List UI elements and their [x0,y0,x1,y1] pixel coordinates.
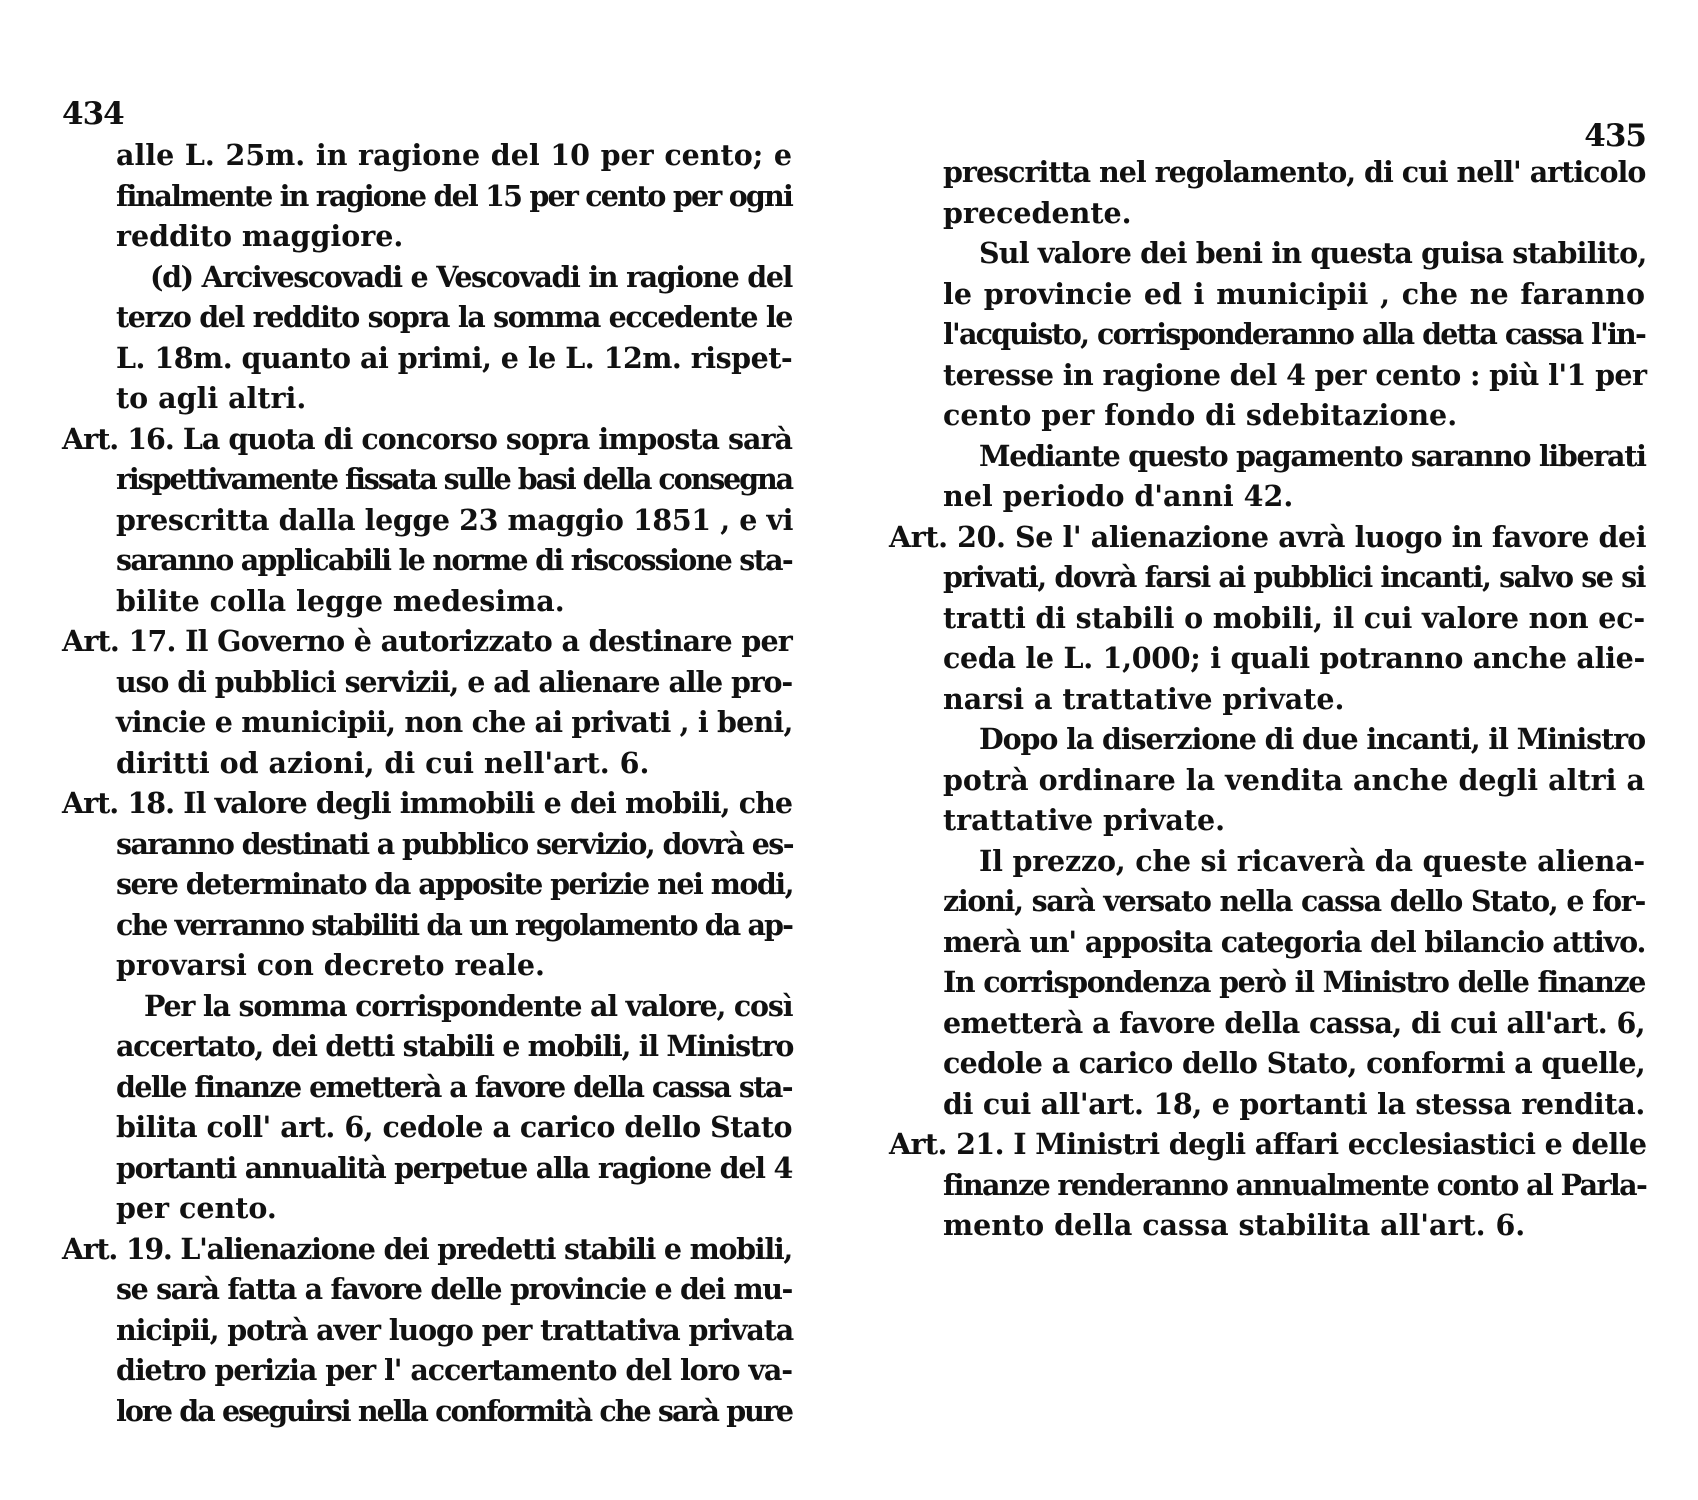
text-line: precedente. [943,195,1132,230]
text-line: diritti od azioni, di cui nell'art. 6. [116,745,650,780]
article-heading-line: Art. 20. Se l' alienazione avrà luogo in favore dei [889,519,1647,554]
text-line: vincie e municipii, non che ai privati , i beni, [116,705,793,739]
text-line: finalmente in ragione del 15 per cento per ogni [116,178,792,213]
text-line: saranno destinati a pubblico servizio, dovrà es- [116,826,793,861]
page-number: 434 [62,96,124,132]
text-line: terzo del reddito sopra la somma eccedente le [116,300,792,334]
text-line: tratti di stabili o mobili, il cui valore non ec- [943,600,1645,635]
text-line: Il prezzo, che si ricaverà da queste aliena- [979,843,1645,878]
text-line: bilita coll' art. 6, cedole a carico dello Stato [116,1110,792,1144]
text-line: nel periodo d'anni 42. [943,479,1294,513]
text-line: nicipii, potrà aver luogo per trattativa privata [116,1312,794,1347]
text-line: In corrispondenza però il Ministro delle finanze [943,965,1645,999]
text-line: di cui all'art. 18, e portanti la stessa rendita. [943,1086,1645,1121]
text-line: privati, dovrà farsi ai pubblici incanti, salvo se si [943,560,1645,594]
text-line: accertato, dei detti stabili e mobili, il Ministro [116,1029,794,1063]
text-line: le provincie ed i municipii , che ne faranno [943,276,1645,311]
text-line: trattative private. [943,803,1226,837]
text-line: lore da eseguirsi nella conformità che sarà pure [116,1393,792,1428]
text-line: ceda le L. 1,000; i quali potranno anche alie- [943,641,1645,675]
text-line: per cento. [116,1191,277,1225]
text-line: Mediante questo pagamento saranno liberati [979,438,1646,473]
text-line: reddito maggiore. [116,219,404,253]
right-page-text [889,152,1645,1246]
text-line: se sarà fatta a favore delle provincie e dei mu- [116,1272,792,1306]
text-line: che verranno stabiliti da un regolamento da ap- [116,907,792,942]
text-line: uso di pubblici servizii, e ad alienare alle pro- [116,664,792,699]
text-line: saranno applicabili le norme di riscossione sta- [116,543,792,577]
text-line: Per la somma corrispondente al valore, così [144,988,793,1023]
article-heading-line: Art. 19. L'alienazione dei predetti stabili e mobili, [62,1231,792,1266]
text-line: cedole a carico dello Stato, conformi a quelle, [943,1046,1645,1080]
text-line: potrà ordinare la vendita anche degli altri a [943,762,1645,797]
text-line: portanti annualità perpetue alla ragione del 4 [116,1150,792,1185]
text-line: zioni, sarà versato nella cassa dello Stato, e for- [943,884,1645,918]
text-line: to agli altri. [116,381,307,415]
text-line: cento per fondo di sdebitazione. [943,398,1458,432]
text-line: sere determinato da apposite perizie nei modi, [116,867,794,901]
article-heading-line: Art. 18. Il valore degli immobili e dei mobili, che [62,786,792,820]
text-line: l'acquisto, corrisponderanno alla detta cassa l'in- [943,317,1645,351]
text-line: mento della cassa stabilita all'art. 6. [943,1208,1526,1242]
text-line: finanze renderanno annualmente conto al Parla- [943,1167,1647,1202]
text-line: prescritta nel regolamento, di cui nell' articolo [943,155,1646,189]
text-line: provarsi con decreto reale. [116,948,545,982]
text-line: alle L. 25m. in ragione del 10 per cento; e [116,138,792,172]
article-heading-line: Art. 21. I Ministri degli affari ecclesiastici e delle [889,1127,1647,1161]
text-line: teresse in ragione del 4 per cento : più l'1 per [943,357,1647,392]
text-line: Dopo la diserzione di due incanti, il Ministro [979,722,1645,756]
text-line: dietro perizia per l' accertamento del loro va- [116,1353,792,1387]
text-line: L. 18m. quanto ai primi, e le L. 12m. rispet- [116,340,793,375]
text-line: (d) Arcivescovadi e Vescovadi in ragione del [150,259,792,294]
left-page-text [62,135,792,1431]
article-heading-line: Art. 16. La quota di concorso sopra imposta sarà [62,421,792,456]
text-line: merà un' apposita categoria del bilancio attivo. [943,924,1646,959]
text-line: emetterà a favore della cassa, di cui all'art. 6, [943,1005,1645,1040]
article-heading-line: Art. 17. Il Governo è autorizzato a destinare per [62,624,792,658]
text-line: delle finanze emetterà a favore della cassa sta- [116,1069,792,1104]
right-page [849,0,1698,1500]
text-line: rispettivamente fissata sulle basi della consegna [116,462,792,496]
text-line: prescritta dalla legge 23 maggio 1851 , e vi [116,502,794,537]
text-line: narsi a trattative private. [943,681,1345,716]
text-line: Sul valore dei beni in questa guisa stabilito, [979,236,1647,270]
text-line: bilite colla legge medesima. [116,583,565,618]
page-number: 435 [1584,118,1646,154]
